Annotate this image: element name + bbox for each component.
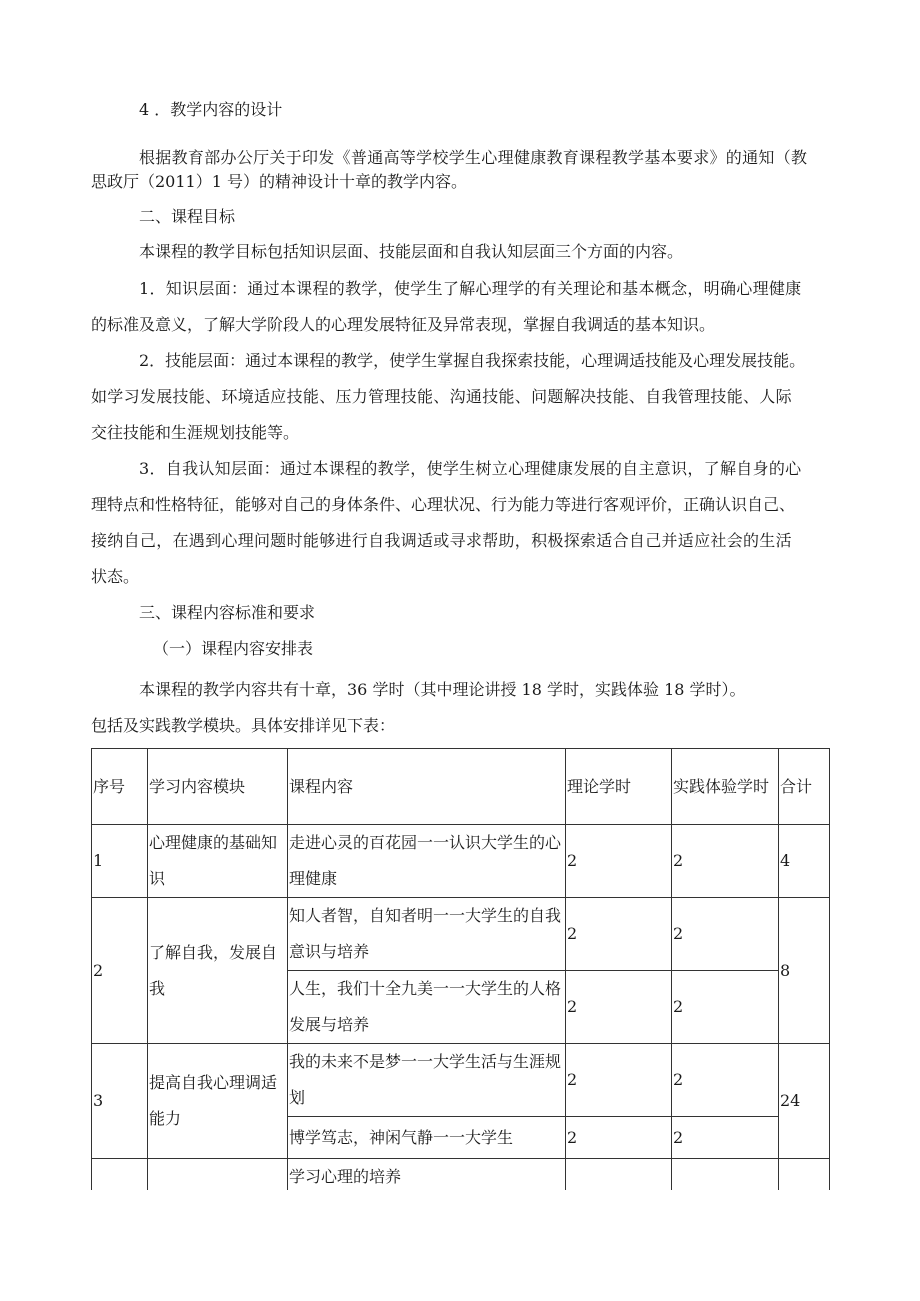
row-practice: 2 — [672, 825, 779, 898]
row-practice: 2 — [672, 1117, 779, 1159]
goal3-line-1: 3．自我认知层面：通过本课程的教学，使学生树立心理健康发展的自主意识，了解自身的心 — [139, 459, 802, 478]
header-cell-no: 序号 — [92, 749, 148, 825]
row-theory: 2 — [566, 898, 672, 971]
table-header-row — [92, 749, 830, 825]
goal3-line-2: 理特点和性格特征，能够对自己的身体条件、心理状况、行为能力等进行客观评价，正确认识自己、 — [91, 495, 796, 514]
row-practice: 2 — [672, 971, 779, 1044]
row-no: 3 — [92, 1044, 148, 1159]
row-module: 了解自我，发展自我 — [148, 898, 288, 1044]
row-no: 1 — [92, 825, 148, 898]
table-row — [92, 1044, 830, 1117]
goal1-line-2: 的标准及意义，了解大学阶段人的心理发展特征及异常表现，掌握自我调适的基本知识。 — [91, 315, 716, 334]
row-total: 24 — [779, 1044, 830, 1159]
row-content: 博学笃志，神闲气静一一大学生 — [288, 1117, 566, 1159]
goal2-line-1: 2．技能层面：通过本课程的教学，使学生掌握自我探索技能，心理调适技能及心理发展技能。 — [139, 351, 806, 370]
header-cell-total: 合计 — [779, 749, 830, 825]
row-total: 4 — [779, 825, 830, 898]
goal3-line-4: 状态。 — [91, 567, 140, 586]
row-total: 8 — [779, 898, 830, 1044]
row-practice: 2 — [672, 898, 779, 971]
row-content: 学习心理的培养 — [288, 1159, 566, 1229]
content-subheading: （一）课程内容安排表 — [153, 639, 314, 658]
goal2-line-2: 如学习发展技能、环境适应技能、压力管理技能、沟通技能、问题解决技能、自我管理技能、人际 — [91, 387, 792, 406]
row-content: 人生，我们十全九美一一大学生的人格发展与培养 — [288, 971, 566, 1044]
content-intro-line-1: 本课程的教学内容共有十章，36 学时（其中理论讲授 18 学时，实践体验 18 学时）。 — [139, 680, 746, 699]
row-no: 2 — [92, 898, 148, 1044]
page-bottom-margin — [0, 1190, 920, 1301]
header-cell-content: 课程内容 — [288, 749, 566, 825]
goal2-line-3: 交往技能和生涯规划技能等。 — [91, 423, 300, 442]
table-row — [92, 825, 830, 898]
row-module: 提高自我心理调适能力 — [148, 1044, 288, 1159]
content-intro-line-2: 包括及实践教学模块。具体安排详见下表： — [91, 716, 396, 735]
goal1-line-1: 1．知识层面：通过本课程的教学，使学生了解心理学的有关理论和基本概念，明确心理健康 — [139, 279, 802, 298]
header-cell-practice: 实践体验学时 — [672, 749, 779, 825]
course-schedule-table — [91, 748, 830, 1229]
row-content: 我的未来不是梦一一大学生活与生涯规划 — [288, 1044, 566, 1117]
section4-para-line-2: 思政厅（2011）1 号）的精神设计十章的教学内容。 — [91, 172, 467, 191]
row-content: 走进心灵的百花园一一认识大学生的心理健康 — [288, 825, 566, 898]
content-heading: 三、课程内容标准和要求 — [139, 603, 316, 622]
row-theory: 2 — [566, 1044, 672, 1117]
row-theory: 2 — [566, 825, 672, 898]
header-cell-module: 学习内容模块 — [148, 749, 288, 825]
row-content: 知人者智，自知者明一一大学生的自我意识与培养 — [288, 898, 566, 971]
goals-heading: 二、课程目标 — [139, 207, 236, 226]
row-theory: 2 — [566, 971, 672, 1044]
table-row — [92, 898, 830, 971]
row-practice: 2 — [672, 1044, 779, 1117]
header-cell-theory: 理论学时 — [566, 749, 672, 825]
row-theory: 2 — [566, 1117, 672, 1159]
goals-intro: 本课程的教学目标包括知识层面、技能层面和自我认知层面三个方面的内容。 — [139, 242, 684, 261]
row-module: 心理健康的基础知识 — [148, 825, 288, 898]
goal3-line-3: 接纳自己，在遇到心理问题时能够进行自我调适或寻求帮助，积极探索适合自己并适应社会的生活 — [91, 531, 792, 550]
section4-heading: 4 ．教学内容的设计 — [139, 100, 283, 119]
section4-para-line-1: 根据教育部办公厅关于印发《普通高等学校学生心理健康教育课程教学基本要求》的通知（教 — [139, 148, 808, 167]
